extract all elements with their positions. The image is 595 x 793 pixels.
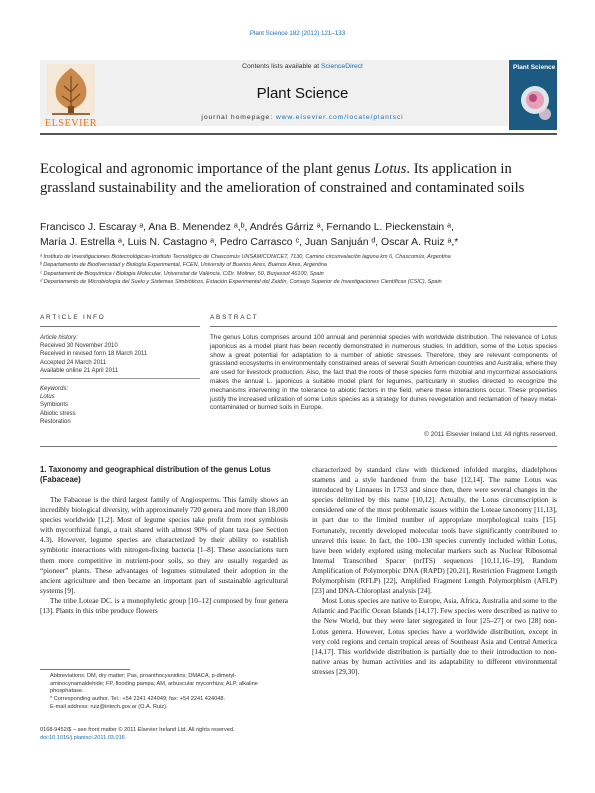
keyword-item: Lotus xyxy=(40,394,55,401)
journal-title: Plant Science xyxy=(256,85,349,102)
keywords xyxy=(40,385,200,426)
affiliation-d: ᵈ Departamento de Microbiología del Suelo y Sistemas Simbióticos, Estación Experimental del Zaidín, Consejo Superior de Investigaciones Científicas (CSIC), Spain xyxy=(40,279,442,286)
title-genus: Lotus xyxy=(373,161,407,177)
body-paragraph: The tribe Loteae DC. is a monophyletic group [10–12] composed by four genera [13]. Plants in this tribe produce flowers xyxy=(40,595,288,616)
affiliation-c: ᶜ Departament de Bioquímica i Biologia Molecular, Universitat de València, C/Dr. Moliner, 50, Burjassot 46100, Spain xyxy=(40,270,324,277)
authors-line-2[interactable]: María J. Estrella ᵃ, Luis N. Castagno ᵃ, Pedro Carrasco ᶜ, Juan Sanjuán ᵈ, Oscar A. Ruiz ᵃ,* xyxy=(40,236,459,248)
keyword-item: Symbionts xyxy=(40,402,69,409)
body-left-column xyxy=(40,495,288,616)
title-part-1: Ecological and agronomic importance of the plant genus xyxy=(40,161,374,177)
sciencedirect-link[interactable]: ScienceDirect xyxy=(321,63,363,70)
journal-citation[interactable]: Plant Science 182 (2012) 121–133 xyxy=(249,30,346,37)
history-online: Available online 21 April 2011 xyxy=(40,367,119,374)
footnotes xyxy=(40,673,288,712)
body-paragraph: The Fabaceae is the third largest family of Angiosperms. This family shows an incredibly biological diversity, with approximately 720 genera and more than 18,000 species worldwide [1,2]. Most of legume species take profit from root symbiosis with mycorrhizal fungi, a trait shared with almost 90% of plant taxa (see Section 4.3). However, legume species are characterized by their ability to establish symbiotic interactions with nitrogen-fixing bacteria [1–8]. These associations turn them more competitive in nutrient-poor soils, so they are usually regarded as “pioneer” plants. These advantages of legumes stimulated their adoption in the ancient agriculture and then became an important part of sustainable agricultural systems [9]. xyxy=(40,495,288,595)
header-divider xyxy=(40,133,557,135)
footnote-corresponding: * Corresponding author. Tel.: +54 2241 424049; fax: +54 2241 424048. xyxy=(50,696,225,703)
keyword-item: Restoration xyxy=(40,418,71,425)
cover-title: Plant Science xyxy=(513,64,556,71)
title-part-2: . Its application in grassland sustainability and the amelioration of constrained and contaminated soils xyxy=(40,161,525,196)
abstract-bottom-rule xyxy=(40,446,557,447)
body-paragraph: characterized by standard claw with thickened infolded margins, diadelphous stamens and a style hardened from the base [12,14]. The name Lotus was introduced by Linnaeus in 1753 and since then, there were several changes in the species delimited by this name [10,12]. Actually, the Lotus circumscription is considered one of the most problematic issues within the Loteae taxonomy [11,13], in part due to the limited number of appropriate morphological traits [15]. Fortunately, recently developed molecular tools have significantly contributed to unravel this issue. In fact, the 100–130 species currently included within Lotus, have been widely explored using molecular markers such as Nuclear Ribosomal Internal Transcribed Spacer (nrITS) sequences [10,11,16–19], Random Amplification of Polymorphic DNA (RAPD) [20,21], Restriction Fragment Length Polymorphism (RFLP) [22], Amplified Fragment Length Polymorphism (AFLP) [23] and DNA-Chloroplast analysis [24]. xyxy=(312,465,557,596)
homepage-link[interactable]: www.elsevier.com/locate/plantsci xyxy=(275,114,404,121)
journal-cover-thumbnail xyxy=(509,60,557,130)
body-right-column xyxy=(312,465,557,677)
issn-line: 0168-9452/$ – see front matter © 2011 Elsevier Ireland Ltd. All rights reserved. xyxy=(40,727,235,733)
issn-doi xyxy=(40,727,340,743)
authors-line-1[interactable]: Francisco J. Escaray ᵃ, Ana B. Menendez ᵃ,ᵇ, Andrés Gárriz ᵃ, Fernando L. Pieckenstain ᵃ, xyxy=(40,222,454,233)
contents-prefix: Contents lists available at xyxy=(242,63,322,70)
copyright-notice: © 2011 Elsevier Ireland Ltd. All rights reserved. xyxy=(424,431,557,438)
history-revised: Received in revised form 18 March 2011 xyxy=(40,351,148,358)
journal-homepage xyxy=(100,114,505,121)
abstract-heading: ABSTRACT xyxy=(210,314,259,321)
author-list xyxy=(40,221,555,250)
affiliation-a: ᵃ Instituto de Investigaciones Biotecnológicas-Instituto Tecnológico de Chascomús UNSAM/CONICET, 7130, Camino circunvalación laguna km 6, Chascomús, Argentina xyxy=(40,254,451,260)
homepage-prefix: journal homepage: xyxy=(201,114,276,121)
body-paragraph: Most Lotus species are native to Europe, Asia, Africa, Australia and some to the Atlantic and Pacific Ocean Islands [14,17]. Few species were described as native to the New World, but they were later segregated in four [25–27] or two [28] non-Lotus genera. However, Lotus species have a worldwide distribution, except in very cold regions and certain tropical areas of Southeast Asia and Central America [14,17]. This worldwide distribution is partially due to their introduction to non-native areas by human activities and its adaptability to different environmental stresses [29,30]. xyxy=(312,596,557,676)
affiliation-b: ᵇ Departamento de Biodiversidad y Biología Experimental, FCEN, University of Buenos Aires, Buenos Aires, Argentina xyxy=(40,262,327,269)
contents-line xyxy=(100,63,505,70)
history-label: Article history: xyxy=(40,335,78,341)
footnote-rule xyxy=(40,669,130,670)
elsevier-logo xyxy=(42,62,100,132)
keywords-rule xyxy=(40,378,200,379)
article-title xyxy=(40,160,555,197)
article-info-rule xyxy=(40,326,200,327)
article-info-heading: ARTICLE INFO xyxy=(40,314,106,321)
keywords-label: Keywords: xyxy=(40,386,69,392)
doi-link[interactable]: doi:10.1016/j.plantsci.2011.03.016 xyxy=(40,734,125,741)
history-received: Received 30 November 2010 xyxy=(40,343,118,350)
footnote-email[interactable]: E-mail address: ruiz@intech.gov.ar (O.A. Ruiz). xyxy=(50,703,168,710)
history-accepted: Accepted 24 March 2011 xyxy=(40,359,107,366)
elsevier-wordmark: ELSEVIER xyxy=(44,118,98,129)
abstract-rule xyxy=(210,326,557,327)
affiliations xyxy=(40,253,555,287)
abstract-text: The genus Lotus comprises around 100 annual and perennial species with worldwide distribution. The relevance of Lotus japonicus as a model plant has been recently demonstrated in numerous studies. In addition, some of the Lotus species show a great potential for adaptation to a number of abiotic stresses. Therefore, they are relevant components of grassland ecosystems in environmentally constrained areas of several South American countries and Australia, where they are used for livestock production. Also, the fact that the roots of these species form rhizobial and mycorrhizal associations makes the annual L. japonicus a suitable model plant for legumes, particularly in studies directed to recognize the mechanisms intervening in the tolerance to abiotic factors in the field, where these interactions occur. These properties justify the increased utilization of some Lotus species as a strategy for dunes revegetation and reclamation of heavy metal-contaminated or burned soils in Europe. xyxy=(210,334,557,412)
keyword-item: Abiotic stress xyxy=(40,410,76,417)
article-history xyxy=(40,334,200,375)
section-heading: 1. Taxonomy and geographical distribution of the genus Lotus (Fabaceae) xyxy=(40,465,271,484)
footnote-abbreviations: Abbreviations: DM, dry matter; Pas, proanthocyanidins; DMACA, p-dimetyl-aminocynamaldehide; FP, flooding pampa; AM, arbuscular mycorrhiza; ALP, alkaline phosphatase. xyxy=(50,673,258,695)
